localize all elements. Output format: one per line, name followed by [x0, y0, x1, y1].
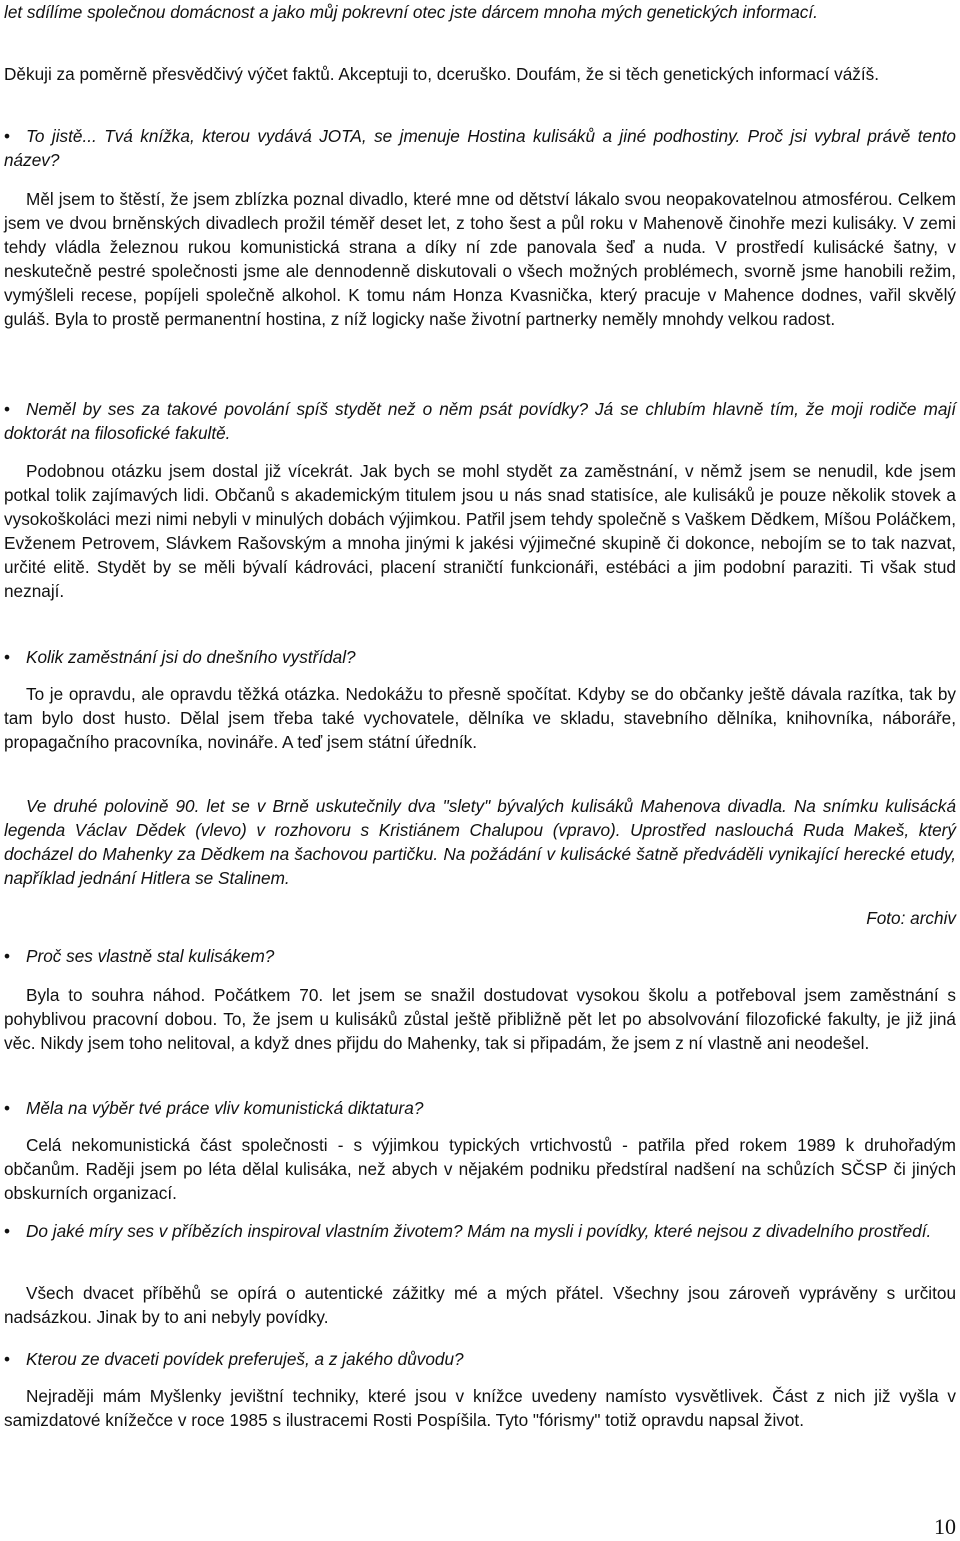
question-text: Neměl by ses za takové povolání spíš stydět než o něm psát povídky? Já se chlubím hlavně tím, že moji rodiče mají doktorát na filosofické fakultě. [4, 399, 956, 443]
question-continued: let sdílíme společnou domácnost a jako můj pokrevní otec jste dárcem mnoha mých genetických informací. [4, 2, 818, 22]
answer-paragraph: Celá nekomunistická část společnosti - s výjimkou typických vrtichvostů - patřila před rokem 1989 k druhořadým občanům. Raději jsem po léta dělal kulisáka, než abych v nějakém podniku předstíral nadšení na schůzích SČSP či jiných obskurních organizací. [4, 1135, 956, 1203]
question-text: Proč ses vlastně stal kulisákem? [26, 946, 275, 966]
answer-paragraph: Měl jsem to štěstí, že jsem zblízka poznal divadlo, které mne od dětství lákalo svou neopakovatelnou atmosférou. Celkem jsem ve dvou brněnských divadlech prožil téměř deset let, z toho šest a půl roku v Mahenově činohře mezi kulisáky. V zemi tehdy vládla železnou rukou komunistická strana a díky ní zde panovala šeď a nuda. V prostředí kulisácké šatny, v neskutečně pestré společnosti jsme ale dennodenně diskutovali o všech možných problémech, svorně jsme hanobili režim, vymýšleli recese, popíjeli společně alkohol. K tomu nám Honza Kvasnička, který pracuje v Mahence dodnes, vařil skvělý guláš. Byla to prostě permanentní hostina, z níž logicky naše životní partnerky neměly mnohdy velkou radost. [4, 189, 956, 329]
bullet-icon: • [4, 946, 11, 966]
question-bullet [4, 1347, 956, 1371]
bullet-icon: • [4, 1098, 11, 1118]
question-text: To jistě... Tvá knížka, kterou vydává JOTA, se jmenuje Hostina kulisáků a jiné podhostiny. Proč jsi vybral právě tento název? [4, 126, 956, 170]
question-text: Kolik zaměstnání jsi do dnešního vystřídal? [26, 647, 356, 667]
bullet-icon: • [4, 1349, 11, 1369]
answer-paragraph: Podobnou otázku jsem dostal již vícekrát. Jak bych se mohl stydět za zaměstnání, v němž jsem se nenudil, kde jsem potkal tolik zajímavých lidi. Občanů s akademickým titulem jsou u nás snad statisíce, ale kulisáků je pouze několik stovek a vysokoškoláci mezi nimi nebyli v minulých dobách výjimkou. Patřil jsem tehdy společně s Vaškem Dědkem, Míšou Poláčkem, Evženem Petrovem, Slávkem Rašovským a mnoha jinými k jakési výjimečné skupině či dokonce, nebojím se to tak nazvat, určité elitě. Stydět by se měli bývalí kádrováci, placení straničtí funkcionáři, estébáci a jim podobní paraziti. Ti však stud neznají. [4, 461, 956, 601]
answer-paragraph: Děkuji za poměrně přesvědčivý výčet faktů. Akceptuji to, dceruško. Doufám, že si těch genetických informací vážíš. [4, 64, 880, 84]
bullet-icon: • [4, 647, 11, 667]
question-bullet [4, 397, 956, 445]
question-text: Do jaké míry ses v příbězích inspiroval vlastním životem? Mám na mysli i povídky, které nejsou z divadelního prostředí. [26, 1221, 932, 1241]
photo-caption: Ve druhé polovině 90. let se v Brně uskutečnily dva "slety" bývalých kulisáků Mahenova divadla. Na snímku kulisácká legenda Václav Dědek (vlevo) v rozhovoru s Kristiánem Chalupou (vpravo). Uprostřed naslouchá Ruda Makeš, který docházel do Mahenky za Dědkem na šachovou partičku. Na požádání v kulisácké šatně předváděli vynikající herecké etudy, například jednání Hitlera se Stalinem. [4, 796, 956, 888]
bullet-icon: • [4, 1221, 11, 1241]
bullet-icon: • [4, 399, 11, 419]
answer-paragraph: Byla to souhra náhod. Počátkem 70. let jsem se snažil dostudovat vysokou školu a potřeboval jsem zaměstnání s pohyblivou pracovní dobou. To, že jsem u kulisáků zůstal ještě přibližně pět let po absolvování filozofické fakulty, je již jiná věc. Nikdy jsem toho nelitoval, a když dnes přijdu do Mahenky, tak si připadám, že jsem z ní vlastně ani neodešel. [4, 985, 956, 1053]
answer-paragraph: To je opravdu, ale opravdu těžká otázka. Nedokážu to přesně spočítat. Kdyby se do občanky ještě dávala razítka, tak by tam bylo dost husto. Dělal jsem třeba také vychovatele, dělníka ve skladu, stavebního dělníka, knihovníka, náboráře, propagačního pracovníka, novináře. A teď jsem státní úředník. [4, 684, 956, 752]
page-number: 10 [934, 1514, 956, 1539]
answer-paragraph: Nejraději mám Myšlenky jevištní techniky, které jsou v knížce uvedeny namísto vysvětlivek. Část z nich již vyšla v samizdatové knížečce v roce 1985 s ilustracemi Rosti Pospíšila. Tyto "fórismy" totiž opravdu napsal život. [4, 1386, 956, 1430]
photo-credit: Foto: archiv [866, 908, 956, 928]
bullet-icon: • [4, 126, 11, 146]
question-bullet [4, 124, 956, 172]
question-text: Měla na výběr tvé práce vliv komunistická diktatura? [26, 1098, 424, 1118]
question-bullet [4, 1096, 956, 1120]
question-bullet [4, 645, 956, 669]
answer-paragraph: Všech dvacet příběhů se opírá o autentické zážitky mé a mých přátel. Všechny jsou zároveň vyprávěny s určitou nadsázkou. Jinak by to ani nebyly povídky. [4, 1283, 956, 1327]
question-bullet [4, 944, 956, 968]
question-text: Kterou ze dvaceti povídek preferuješ, a z jakého důvodu? [26, 1349, 464, 1369]
question-bullet [4, 1219, 956, 1243]
